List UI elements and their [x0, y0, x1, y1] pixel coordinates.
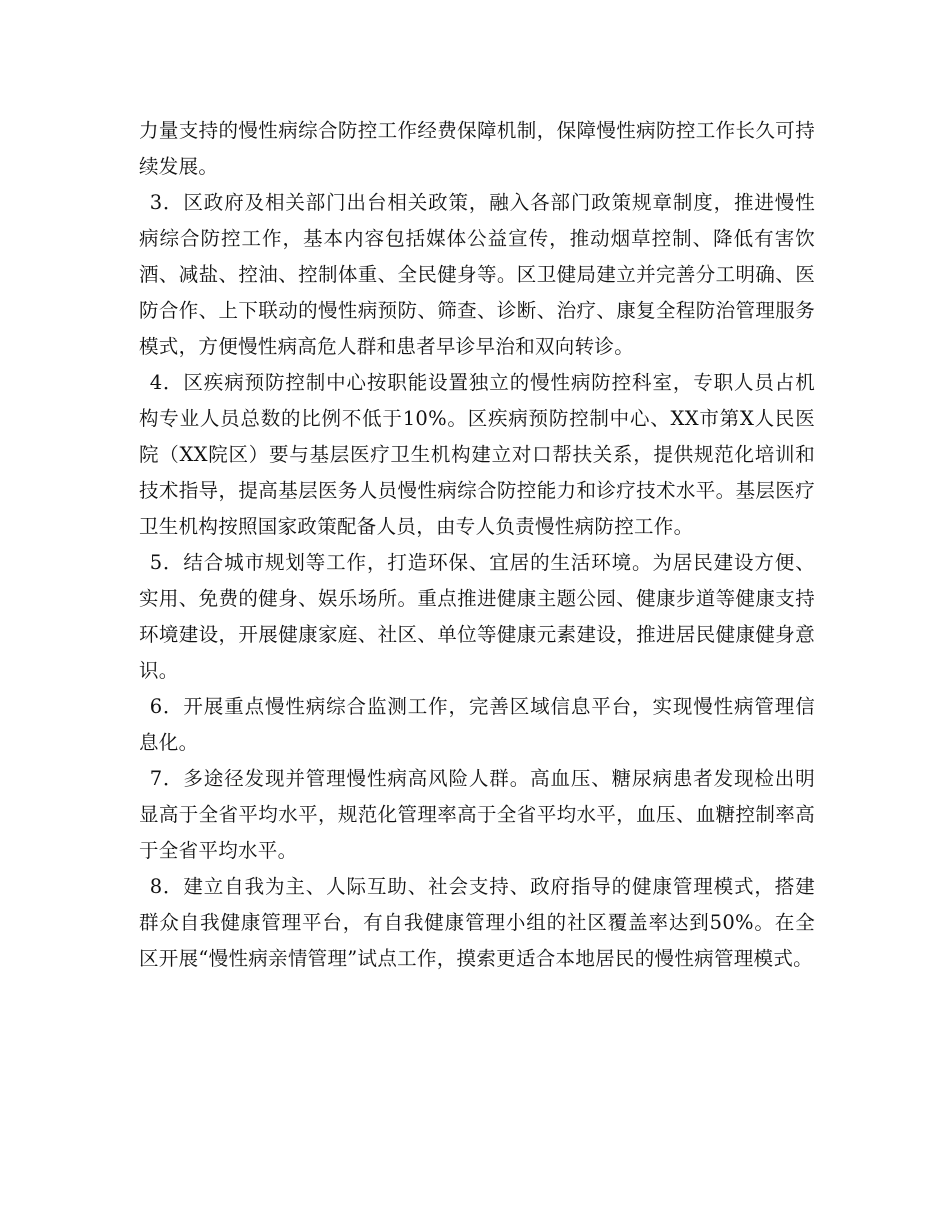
paragraph-item-8: 8．建立自我为主、人际互助、社会支持、政府指导的健康管理模式，搭建群众自我健康管理平台，有自我健康管理小组的社区覆盖率达到50%。在全区开展“慢性病亲情管理”试点工作，摸索更适合本地居民的慢性病管理模式。: [139, 875, 815, 970]
paragraph-item-5: 5．结合城市规划等工作，打造环保、宜居的生活环境。为居民建设方便、实用、免费的健身、娱乐场所。重点推进健康主题公园、健康步道等健康支持环境建设，开展健康家庭、社区、单位等健康元素建设，推进居民健康健身意识。: [139, 551, 815, 682]
paragraph-item-6: 6．开展重点慢性病综合监测工作，完善区域信息平台，实现慢性病管理信息化。: [139, 695, 815, 754]
document-body: [139, 113, 815, 977]
paragraph-item-3: 3．区政府及相关部门出台相关政策，融入各部门政策规章制度，推进慢性病综合防控工作，基本内容包括媒体公益宣传，推动烟草控制、降低有害饮酒、减盐、控油、控制体重、全民健身等。区卫健局建立并完善分工明确、医防合作、上下联动的慢性病预防、筛查、诊断、治疗、康复全程防治管理服务模式，方便慢性病高危人群和患者早诊早治和双向转诊。: [139, 191, 815, 358]
paragraph-item-4: 4．区疾病预防控制中心按职能设置独立的慢性病防控科室，专职人员占机构专业人员总数的比例不低于10%。区疾病预防控制中心、XX市第X人民医院（XX院区）要与基层医疗卫生机构建立对口帮扶关系，提供规范化培训和技术指导，提高基层医务人员慢性病综合防控能力和诊疗技术水平。基层医疗卫生机构按照国家政策配备人员，由专人负责慢性病防控工作。: [139, 371, 815, 538]
paragraph-continuation: 力量支持的慢性病综合防控工作经费保障机制，保障慢性病防控工作长久可持续发展。: [139, 119, 815, 178]
paragraph-item-7: 7．多途径发现并管理慢性病高风险人群。高血压、糖尿病患者发现检出明显高于全省平均水平，规范化管理率高于全省平均水平，血压、血糖控制率高于全省平均水平。: [139, 767, 815, 862]
